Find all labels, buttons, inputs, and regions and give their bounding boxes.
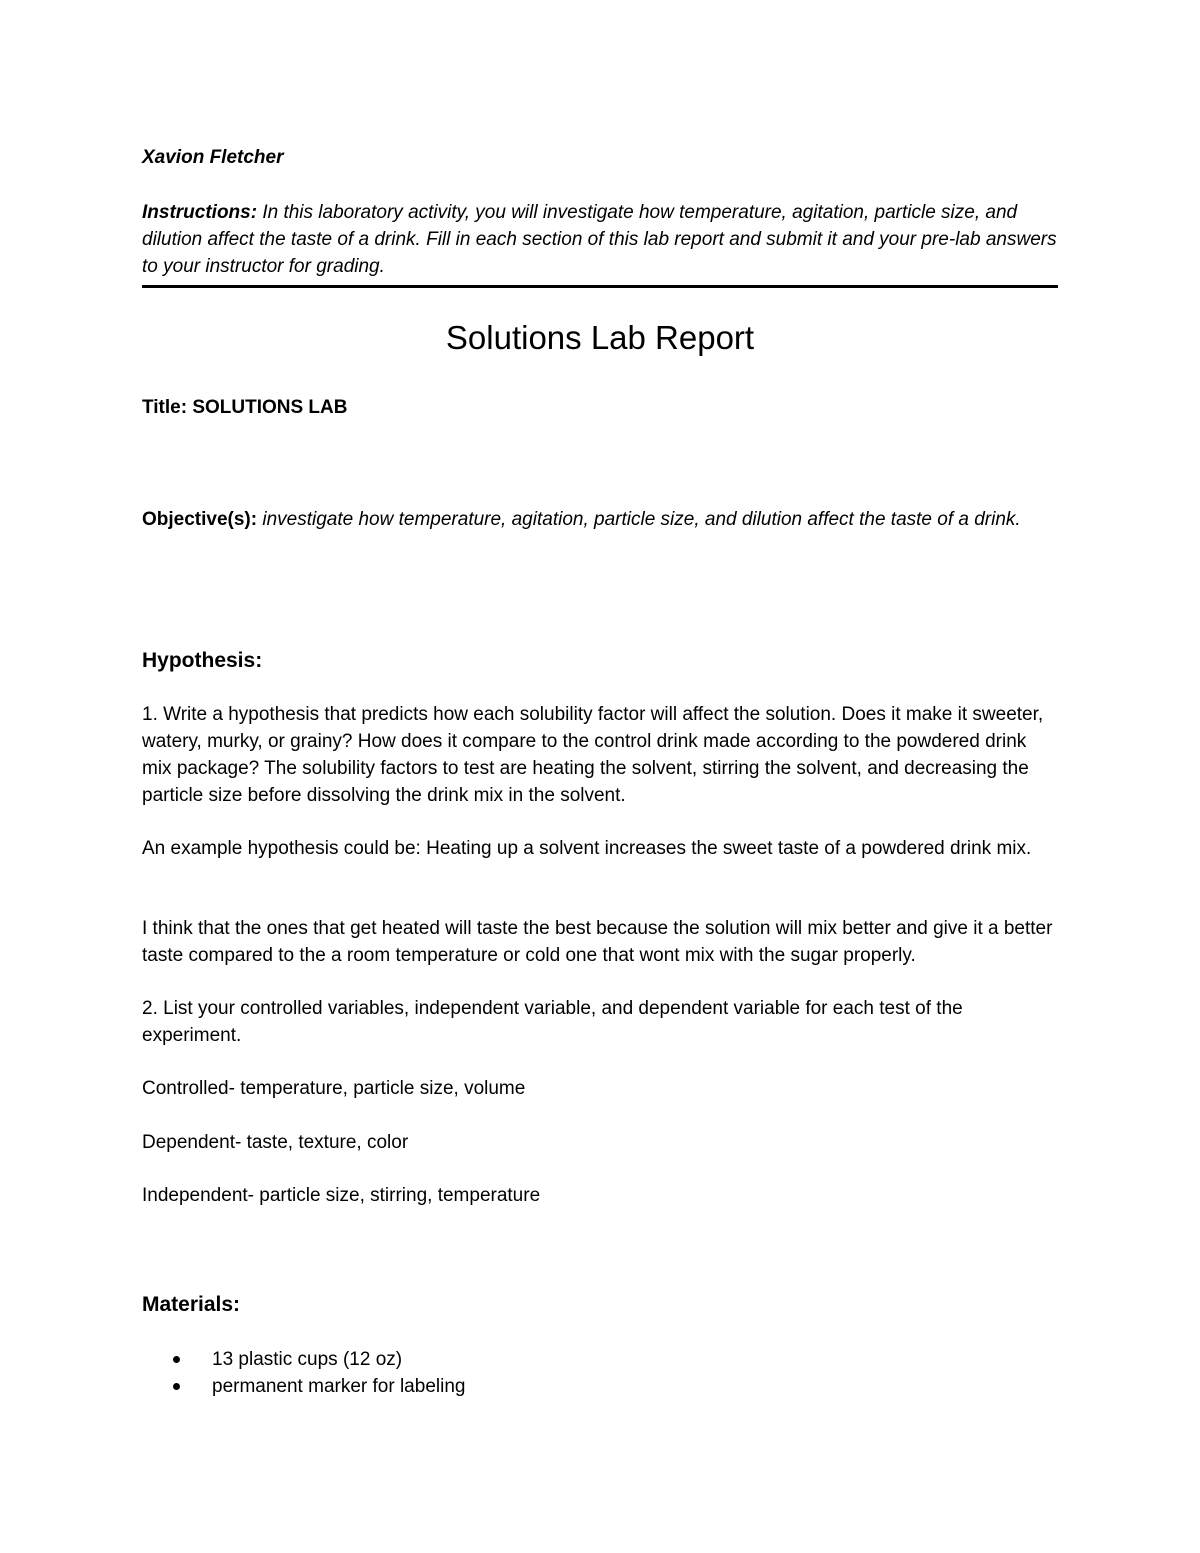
objective-text: investigate how temperature, agitation, particle size, and dilution affect the taste of a drink.: [257, 509, 1021, 530]
materials-list: [142, 1346, 465, 1400]
bullet-icon: [173, 1383, 180, 1390]
objective-paragraph: [142, 506, 1058, 533]
hypothesis-example: An example hypothesis could be: Heating up a solvent increases the sweet taste of a powdered drink mix.: [142, 838, 1032, 859]
hypothesis-question-1: 1. Write a hypothesis that predicts how each solubility factor will affect the solution. Does it make it sweeter, watery, murky, or grainy? How does it compare to the control drink made according to the powdered drink mix package? The solubility factors to test are heating the solvent, stirring the solvent, and decreasing the particle size before dissolving the drink mix in the solvent.: [142, 704, 1044, 806]
title-line: Title: SOLUTIONS LAB: [142, 397, 348, 418]
bullet-icon: [173, 1356, 180, 1363]
hypothesis-answer: I think that the ones that get heated will taste the best because the solution will mix better and give it a better taste compared to the a room temperature or cold one that wont mix with the sugar properly.: [142, 918, 1053, 966]
author-name: Xavion Fletcher: [142, 147, 284, 168]
material-text: permanent marker for labeling: [212, 1376, 466, 1397]
materials-heading: Materials:: [142, 1293, 241, 1316]
hypothesis-heading: Hypothesis:: [142, 649, 263, 672]
hypothesis-question-2: 2. List your controlled variables, independent variable, and dependent variable for each test of the experiment.: [142, 998, 963, 1046]
controlled-variables: Controlled- temperature, particle size, volume: [142, 1078, 526, 1099]
instructions-text: In this laboratory activity, you will investigate how temperature, agitation, particle size, and dilution affect the taste of a drink. Fill in each section of this lab report and submit it and your pre-lab answers to your instructor for grading.: [142, 202, 1057, 277]
report-title: Solutions Lab Report: [445, 319, 755, 356]
objective-label: Objective(s):: [142, 509, 258, 530]
header-divider: [142, 285, 1058, 288]
material-text: 13 plastic cups (12 oz): [212, 1349, 403, 1370]
instructions-paragraph: [142, 199, 1058, 280]
instructions-label: Instructions:: [142, 202, 258, 223]
list-item: [142, 1346, 465, 1373]
independent-variables: Independent- particle size, stirring, temperature: [142, 1185, 541, 1206]
list-item: [142, 1373, 465, 1400]
dependent-variables: Dependent- taste, texture, color: [142, 1132, 409, 1153]
